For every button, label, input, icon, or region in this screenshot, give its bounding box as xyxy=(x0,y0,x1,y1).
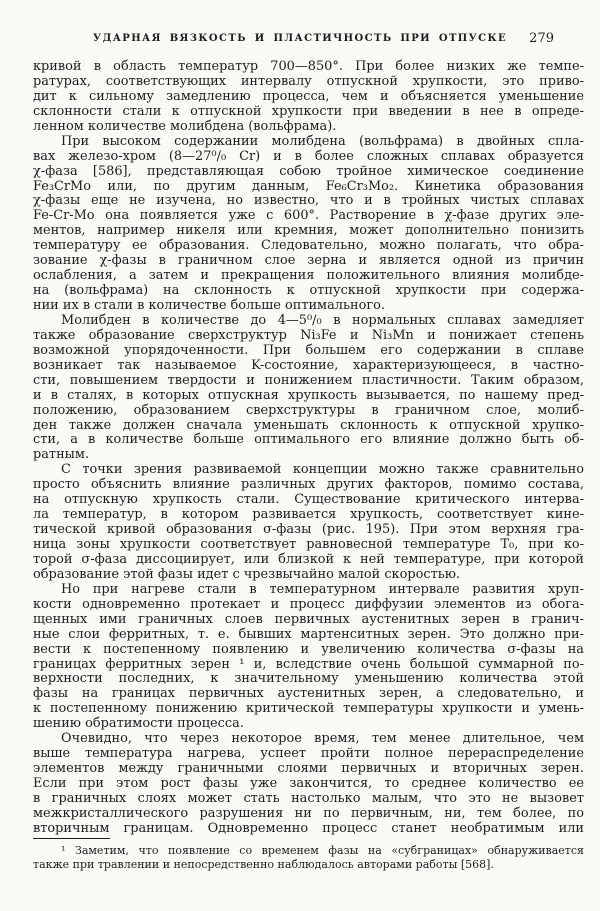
text-line: ница зоны хрупкости соответствует равновесной температуре T₀, при ко- xyxy=(33,537,584,552)
text-line: возникает так называемое K-состояние, характеризующееся, в частно- xyxy=(33,357,584,373)
text-line: на (вольфрама) на склонность к отпускной хрупкости при содержа- xyxy=(33,283,584,299)
text-line: ла температур, в котором развивается хрупкость, соответствует кине- xyxy=(33,507,584,523)
text-line: к постепенному понижению критической температуры хрупкости и умень- xyxy=(33,701,584,717)
body-text-column xyxy=(33,60,584,837)
text-line: При высоком содержании молибдена (вольфрама) в двойных спла- xyxy=(61,133,584,149)
text-line: шению обратимости процесса. xyxy=(33,716,244,732)
text-line: Fe₃CrMo или, по другим данным, Fe₆Cr₃Mo₂. Кинетика образования xyxy=(33,178,584,194)
text-line: кривой в область температур 700—850°. При более низких же темпе- xyxy=(33,59,584,74)
text-line: Но при нагреве стали в температурном интервале развития хруп- xyxy=(61,581,584,597)
text-line: в граничных слоях может стать настолько малым, что это не вызовет xyxy=(33,790,584,806)
page-number: 279 xyxy=(529,31,554,46)
text-line: Молибден в количестве до 4—5⁰/₀ в нормальных сплавах замедляет xyxy=(61,312,584,328)
text-line: ментов, например никеля или кремния, может дополнительно понизить xyxy=(33,223,584,239)
text-line: образование этой фазы идет с чрезвычайно малой скоростью. xyxy=(33,566,461,582)
text-line: границах ферритных зерен ¹ и, вследствие очень большой суммарной по- xyxy=(33,656,584,672)
text-line: Если при этом рост фазы уже закончится, то среднее количество ее xyxy=(33,776,584,791)
text-line: торой σ-фаза диссоциирует, или близкой к ней температуре, при которой xyxy=(33,551,584,567)
text-line: верхности последних, к значительному уменьшению количества этой xyxy=(33,671,584,687)
text-line: тической кривой образования σ-фазы (рис. 195). При этом верхняя гра- xyxy=(33,522,584,538)
footnote-divider xyxy=(33,838,110,839)
text-line: ослабления, а затем и прекращения положительного влияния молибде- xyxy=(33,268,584,284)
text-line: склонности стали к отпускной хрупкости при введении в нее в опреде- xyxy=(33,103,584,119)
text-line: просто объяснить влияние различных других факторов, помимо состава, xyxy=(33,477,584,493)
running-header-title: УДАРНАЯ ВЯЗКОСТЬ И ПЛАСТИЧНОСТЬ ПРИ ОТПУСКЕ xyxy=(92,33,508,44)
text-line: и в сталях, в которых отпускная хрупкость вызывается, по нашему пред- xyxy=(33,387,584,403)
text-line: элементов между граничными слоями первичных и вторичных зерен. xyxy=(33,761,584,777)
text-line: выше температура нагрева, успеет пройти полное перераспределение xyxy=(33,746,584,762)
text-line: вести к постепенному появлению и увеличению количества σ-фазы на xyxy=(33,641,584,657)
text-line: щенных ими граничных слоев первичных аустенитных зерен в гранич- xyxy=(33,611,584,627)
text-line: ленном количестве молибдена (вольфрама). xyxy=(33,118,337,134)
footnote xyxy=(33,844,584,871)
text-line: вах железо-хром (8—27⁰/₀ Cr) и в более сложных сплавах образуется xyxy=(33,148,584,164)
text-line: сти, а в количестве больше оптимального его влияние должно быть об- xyxy=(33,432,584,448)
text-line: положению, образованием сверхструктуры в граничном слое, молиб- xyxy=(33,402,584,418)
text-line: сти, повышением твердости и понижением пластичности. Таким образом, xyxy=(33,372,584,388)
text-line: кости одновременно протекает и процесс диффузии элементов из обога- xyxy=(33,596,584,612)
text-line: нии их в стали в количестве больше оптимального. xyxy=(33,298,385,313)
text-line: вторичным границам. Одновременно процесс станет необратимым или xyxy=(33,820,584,836)
text-line: межкристаллического разрушения ни по первичным, ни, тем более, по xyxy=(33,805,584,821)
text-line: ден также должен сначала уменьшать склонность к отпускной хрупко- xyxy=(33,417,584,433)
footnote-line: также при травлении и непосредственно наблюдалось авторами работы [568]. xyxy=(33,857,494,871)
text-line: дит к сильному замедлению процесса, чем и объясняется уменьшение xyxy=(33,88,584,104)
text-line: Fe-Cr-Mo она появляется уже с 600°. Растворение в χ-фазе других эле- xyxy=(33,208,584,224)
text-line: на отпускную хрупкость стали. Существование критического интерва- xyxy=(33,492,584,508)
footnote-line: ¹ Заметим, что появление со временем фазы на «субграницах» обнаруживается xyxy=(61,844,584,857)
text-line: температуру ее образования. Следовательно, можно полагать, что обра- xyxy=(33,238,584,254)
text-line: С точки зрения развиваемой концепции можно также сравнительно xyxy=(61,462,584,478)
text-line: Очевидно, что через некоторое время, тем менее длительное, чем xyxy=(61,731,584,747)
text-line: зование χ-фазы в граничном слое зерна и является одной из причин xyxy=(33,253,584,269)
text-line: ратным. xyxy=(33,447,90,463)
text-line: возможной упорядоченности. При большем его содержании в сплаве xyxy=(33,342,584,358)
text-line: ные слои ферритных, т. е. бывших мартенситных зерен. Это должно при- xyxy=(33,626,584,642)
text-line: также образование сверхструктур Ni₃Fe и Ni₃Mn и понижает степень xyxy=(33,327,584,343)
text-line: χ-фазы еще не изучена, но известно, что и в тройных чистых сплавах xyxy=(33,193,584,209)
text-line: фазы на границах первичных аустенитных зерен, а следовательно, и xyxy=(33,686,584,702)
text-line: ратурах, соответствующих интервалу отпускной хрупкости, это приво- xyxy=(33,73,584,89)
text-line: χ-фаза [586], представляющая собою тройное химическое соединение xyxy=(33,163,584,179)
